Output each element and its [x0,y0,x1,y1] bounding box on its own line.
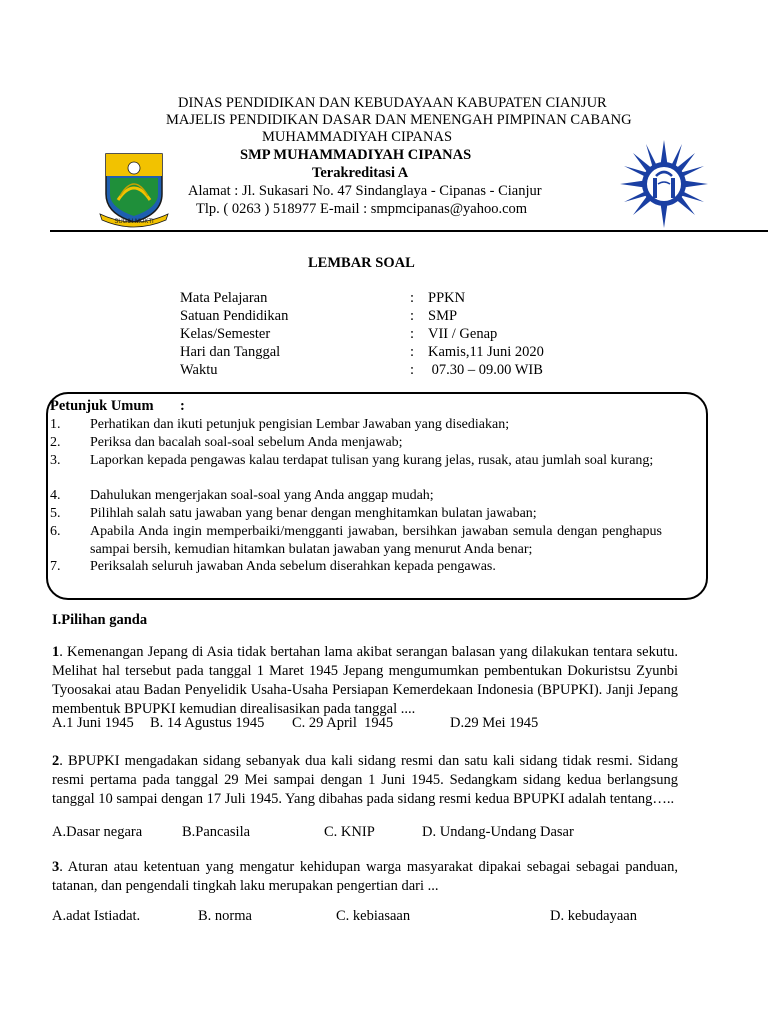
logo-ribbon-text: SUGIH MUKTI [114,219,154,225]
question-1 [52,643,678,719]
instruction-number: 6. [50,524,61,539]
answer-option[interactable]: A.Dasar negara [52,824,143,840]
instruction-number: 2. [50,435,61,450]
question-text: . BPUPKI mengadakan sidang sebanyak dua kali sidang resmi dan satu kali sidang tidak resmi. Sidang resmi pertama pada tanggal 29 Mei sampai dengan 1 Juni 1945. Sedangkam sidang kedua berlangsung tanggal 10 sampai dengan 17 Juli 1945. Yang dibahas pada sidang resmi kedua BPUPKI adalah tentang….. [52,753,678,807]
instruction-number: 5. [50,506,61,521]
instruction-item [50,523,662,558]
answer-option[interactable]: D. kebudayaan [550,908,637,924]
cianjur-regency-logo [98,148,170,228]
instructions-heading [50,398,185,415]
info-separator: : [410,326,415,342]
instruction-text: Laporkan kepada pengawas kalau terdapat tulisan yang kurang jelas, rusak, atau jumlah soal kurang; [90,453,654,468]
question-text: . Aturan atau ketentuan yang mengatur kehidupan warga masyarakat dipakai sebagai sebagai panduan, tatanan, dan pengendali tingkah laku merupakan pengertian dari ... [52,859,678,894]
info-label: Mata Pelajaran [180,290,268,306]
answer-option[interactable]: A.1 Juni 1945 [52,715,134,731]
info-label: Kelas/Semester [180,326,271,342]
answer-option[interactable]: A.adat Istiadat. [52,908,141,924]
info-label: Satuan Pendidikan [180,308,289,324]
info-value: VII / Genap [428,326,498,342]
instruction-text: Dahulukan mengerjakan soal-soal yang Anda anggap mudah; [90,488,434,503]
question-number: 3 [52,859,60,875]
header-branch-line: MUHAMMADIYAH CIPANAS [262,129,453,145]
answer-option[interactable]: B.Pancasila [182,824,251,840]
answer-option[interactable]: D. Undang-Undang Dasar [422,824,574,840]
accreditation-text: Terakreditasi A [312,165,409,181]
instruction-text: Pilihlah salah satu jawaban yang benar dengan menghitamkan bulatan jawaban; [90,506,537,521]
instruction-item [50,416,662,434]
info-separator: : [410,290,415,306]
instruction-item [50,505,662,523]
header-council-line: MAJELIS PENDIDIKAN DASAR DAN MENENGAH PIMPINAN CABANG [166,112,632,128]
info-separator: : [410,344,415,360]
question-number: 2 [52,753,60,769]
instruction-number: 4. [50,488,61,503]
info-label: Waktu [180,362,218,378]
answer-option[interactable]: D.29 Mei 1945 [450,715,539,731]
instruction-number: 7. [50,559,61,574]
answer-option[interactable]: B. norma [198,908,252,924]
header-agency-line: DINAS PENDIDIKAN DAN KEBUDAYAAN KABUPATEN CIANJUR [178,95,607,111]
question-text: . Kemenangan Jepang di Asia tidak bertahan lama akibat serangan balasan yang dilakukan tentara sekutu. Melihat hal tersebut pada tanggal 1 Maret 1945 Jepang mengumumkan pembentukan Dokuristsu Zyunbi Tyoosakai atau Badan Penyelidik Usaha-Usaha Persiapan Kemerdekaan Indonesia (BPUPKI). Janji Jepang membentuk BPUPKI kemudian direalisasikan pada tanggal .... [52,644,678,717]
info-value: SMP [428,308,458,324]
question-2 [52,752,678,809]
instruction-number: 1. [50,417,61,432]
instruction-item [50,558,662,576]
instructions-heading-text: Petunjuk Umum [50,398,154,414]
info-separator: : [410,308,415,324]
info-separator: : [410,362,415,378]
section-title: I.Pilihan ganda [52,612,148,628]
info-label: Hari dan Tanggal [180,344,281,360]
instruction-text: Periksalah seluruh jawaban Anda sebelum diserahkan kepada pengawas. [90,559,496,574]
answer-option[interactable]: C. 29 April 1945 [292,715,394,731]
instruction-text: Periksa dan bacalah soal-soal sebelum Anda menjawab; [90,435,403,450]
school-contact: Tlp. ( 0263 ) 518977 E-mail : smpmcipanas@yahoo.com [196,201,528,217]
instruction-text: Apabila Anda ingin memperbaiki/mengganti jawaban, bersihkan jawaban semula dengan penghapus sampai bersih, kemudian hitamkan bulatan jawaban yang menurut Anda benar; [90,524,662,557]
question-number: 1 [52,644,60,660]
instruction-item [50,452,662,470]
answer-option[interactable]: B. 14 Agustus 1945 [150,715,265,731]
instruction-item [50,434,662,452]
instructions-heading-colon: : [180,398,185,414]
answer-option[interactable]: C. KNIP [324,824,375,840]
info-value: 07.30 – 09.00 WIB [428,362,543,378]
instruction-number: 3. [50,453,61,468]
instruction-text: Perhatikan dan ikuti petunjuk pengisian Lembar Jawaban yang disediakan; [90,417,510,432]
question-3 [52,858,678,896]
school-name: SMP MUHAMMADIYAH CIPANAS [240,147,472,163]
school-address: Alamat : Jl. Sukasari No. 47 Sindanglaya - Cipanas - Cianjur [188,183,542,199]
instruction-item [50,487,662,505]
info-value: PPKN [428,290,466,306]
muhammadiyah-logo [618,138,710,230]
info-value: Kamis,11 Juni 2020 [428,344,544,360]
answer-option[interactable]: C. kebiasaan [336,908,411,924]
page-title: LEMBAR SOAL [308,255,415,271]
header-divider [50,230,768,232]
